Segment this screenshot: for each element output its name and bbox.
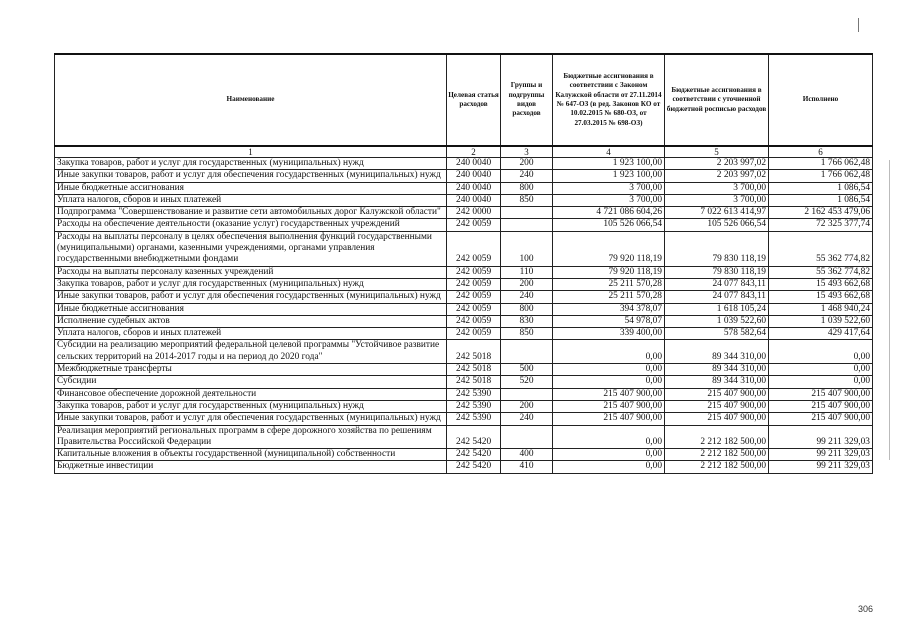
- row-executed-cell: 55 362 774,82: [769, 266, 873, 278]
- row-name-cell: Расходы на выплаты персоналу казенных учреждений: [55, 266, 447, 278]
- row-name-cell: Бюджетные инвестиции: [55, 461, 447, 473]
- row-group-cell: 800: [501, 303, 553, 315]
- row-article-cell: 240 0040: [447, 182, 501, 194]
- table-row: [55, 266, 873, 278]
- row-refined-cell: 578 582,64: [665, 328, 769, 340]
- scan-edge-line: [889, 160, 890, 460]
- table-row: [55, 413, 873, 425]
- row-group-cell: 240: [501, 413, 553, 425]
- row-executed-cell: 215 407 900,00: [769, 388, 873, 400]
- row-name-cell: Субсидии на реализацию мероприятий федеральной целевой программы "Устойчивое развитие сельских территорий на 2014-2017 годы и на период до 2020 года": [55, 340, 447, 364]
- row-group-cell: 200: [501, 400, 553, 412]
- row-refined-cell: 89 344 310,00: [665, 376, 769, 388]
- row-name-cell: Межбюджетные трансферты: [55, 364, 447, 376]
- budget-document: [54, 53, 872, 474]
- row-group-cell: 240: [501, 291, 553, 303]
- row-executed-cell: 15 493 662,68: [769, 278, 873, 290]
- row-group-cell: [501, 340, 553, 364]
- row-group-cell: [501, 388, 553, 400]
- row-planned-cell: 394 378,07: [553, 303, 665, 315]
- header-row: [55, 54, 873, 146]
- row-executed-cell: 215 407 900,00: [769, 413, 873, 425]
- row-article-cell: 242 5390: [447, 413, 501, 425]
- table-row: [55, 231, 873, 266]
- row-refined-cell: 2 203 997,02: [665, 158, 769, 170]
- row-name-cell: Субсидии: [55, 376, 447, 388]
- row-planned-cell: 3 700,00: [553, 194, 665, 206]
- row-article-cell: 240 0040: [447, 194, 501, 206]
- row-article-cell: 242 0000: [447, 207, 501, 219]
- row-refined-cell: 3 700,00: [665, 194, 769, 206]
- row-refined-cell: 2 212 182 500,00: [665, 461, 769, 473]
- table-row: [55, 376, 873, 388]
- row-executed-cell: 429 417,64: [769, 328, 873, 340]
- row-executed-cell: 99 211 329,03: [769, 425, 873, 449]
- row-name-cell: Иные закупки товаров, работ и услуг для обеспечения государственных (муниципальных) нужд: [55, 291, 447, 303]
- row-group-cell: 830: [501, 315, 553, 327]
- column-number: 6: [769, 146, 873, 158]
- row-refined-cell: 215 407 900,00: [665, 388, 769, 400]
- row-executed-cell: 0,00: [769, 364, 873, 376]
- row-article-cell: 242 0059: [447, 315, 501, 327]
- row-refined-cell: 215 407 900,00: [665, 413, 769, 425]
- row-planned-cell: 79 920 118,19: [553, 266, 665, 278]
- row-planned-cell: 215 407 900,00: [553, 400, 665, 412]
- row-group-cell: 400: [501, 449, 553, 461]
- row-planned-cell: 1 923 100,00: [553, 158, 665, 170]
- row-refined-cell: 24 077 843,11: [665, 278, 769, 290]
- row-planned-cell: 54 978,07: [553, 315, 665, 327]
- table-row: [55, 170, 873, 182]
- row-name-cell: Реализация мероприятий региональных программ в сфере дорожного хозяйства по решениям Правительства Российской Федерации: [55, 425, 447, 449]
- row-article-cell: 242 5390: [447, 388, 501, 400]
- row-article-cell: 242 0059: [447, 291, 501, 303]
- row-article-cell: 242 0059: [447, 303, 501, 315]
- column-number: 3: [501, 146, 553, 158]
- row-refined-cell: 1 039 522,60: [665, 315, 769, 327]
- row-refined-cell: 2 212 182 500,00: [665, 449, 769, 461]
- row-group-cell: 410: [501, 461, 553, 473]
- row-planned-cell: 339 400,00: [553, 328, 665, 340]
- row-executed-cell: 1 766 062,48: [769, 158, 873, 170]
- row-refined-cell: 89 344 310,00: [665, 340, 769, 364]
- margin-mark: [858, 18, 859, 32]
- row-name-cell: Подпрограмма "Совершенствование и развитие сети автомобильных дорог Калужской области": [55, 207, 447, 219]
- row-planned-cell: 0,00: [553, 364, 665, 376]
- column-number-row: [55, 146, 873, 158]
- page-number: 306: [858, 604, 874, 614]
- row-group-cell: 800: [501, 182, 553, 194]
- row-group-cell: 520: [501, 376, 553, 388]
- row-article-cell: 240 0040: [447, 158, 501, 170]
- row-article-cell: 242 0059: [447, 328, 501, 340]
- row-executed-cell: 1 766 062,48: [769, 170, 873, 182]
- row-name-cell: Иные бюджетные ассигнования: [55, 303, 447, 315]
- row-refined-cell: 7 022 613 414,97: [665, 207, 769, 219]
- row-planned-cell: 0,00: [553, 449, 665, 461]
- row-article-cell: 242 5018: [447, 364, 501, 376]
- row-planned-cell: 215 407 900,00: [553, 388, 665, 400]
- row-article-cell: 242 5018: [447, 340, 501, 364]
- row-refined-cell: 215 407 900,00: [665, 400, 769, 412]
- row-name-cell: Расходы на выплаты персоналу в целях обеспечения выполнения функций государственными (муниципальными) органами, казенными учреждениями, органами управления государственными внебюджетными фондами: [55, 231, 447, 266]
- row-group-cell: 850: [501, 194, 553, 206]
- row-planned-cell: 105 526 066,54: [553, 219, 665, 231]
- row-article-cell: 242 5390: [447, 400, 501, 412]
- row-group-cell: [501, 219, 553, 231]
- table-row: [55, 425, 873, 449]
- row-name-cell: Иные закупки товаров, работ и услуг для обеспечения государственных (муниципальных) нужд: [55, 170, 447, 182]
- row-article-cell: 242 0059: [447, 219, 501, 231]
- row-name-cell: Финансовое обеспечение дорожной деятельности: [55, 388, 447, 400]
- row-name-cell: Расходы на обеспечение деятельности (оказание услуг) государственных учреждений: [55, 219, 447, 231]
- table-row: [55, 303, 873, 315]
- row-refined-cell: 89 344 310,00: [665, 364, 769, 376]
- row-article-cell: 242 0059: [447, 231, 501, 266]
- row-executed-cell: 0,00: [769, 376, 873, 388]
- row-name-cell: Иные бюджетные ассигнования: [55, 182, 447, 194]
- column-number: 1: [55, 146, 447, 158]
- row-article-cell: 240 0040: [447, 170, 501, 182]
- column-number: 4: [553, 146, 665, 158]
- row-executed-cell: 1 086,54: [769, 194, 873, 206]
- row-executed-cell: 215 407 900,00: [769, 400, 873, 412]
- row-name-cell: Закупка товаров, работ и услуг для государственных (муниципальных) нужд: [55, 400, 447, 412]
- row-refined-cell: 79 830 118,19: [665, 266, 769, 278]
- table-row: [55, 182, 873, 194]
- row-name-cell: Уплата налогов, сборов и иных платежей: [55, 328, 447, 340]
- row-refined-cell: 24 077 843,11: [665, 291, 769, 303]
- row-article-cell: 242 5420: [447, 449, 501, 461]
- table-row: [55, 207, 873, 219]
- row-planned-cell: 215 407 900,00: [553, 413, 665, 425]
- table-row: [55, 291, 873, 303]
- row-group-cell: 100: [501, 231, 553, 266]
- row-article-cell: 242 0059: [447, 266, 501, 278]
- row-group-cell: [501, 425, 553, 449]
- header-refined-allocations: Бюджетные ассигнования в соответствии с уточненной бюджетной росписью расходов: [665, 54, 769, 146]
- row-planned-cell: 0,00: [553, 425, 665, 449]
- row-article-cell: 242 5420: [447, 461, 501, 473]
- column-number: 2: [447, 146, 501, 158]
- table-row: [55, 315, 873, 327]
- table-row: [55, 461, 873, 473]
- row-planned-cell: 1 923 100,00: [553, 170, 665, 182]
- table-row: [55, 328, 873, 340]
- table-row: [55, 219, 873, 231]
- row-group-cell: 500: [501, 364, 553, 376]
- row-executed-cell: 15 493 662,68: [769, 291, 873, 303]
- row-refined-cell: 2 203 997,02: [665, 170, 769, 182]
- table-row: [55, 194, 873, 206]
- row-planned-cell: 3 700,00: [553, 182, 665, 194]
- row-executed-cell: 99 211 329,03: [769, 461, 873, 473]
- table-body: [55, 158, 873, 474]
- row-planned-cell: 4 721 086 604,26: [553, 207, 665, 219]
- row-group-cell: 240: [501, 170, 553, 182]
- row-planned-cell: 0,00: [553, 376, 665, 388]
- table-row: [55, 340, 873, 364]
- row-group-cell: 850: [501, 328, 553, 340]
- table-row: [55, 400, 873, 412]
- row-refined-cell: 79 830 118,19: [665, 231, 769, 266]
- row-name-cell: Уплата налогов, сборов и иных платежей: [55, 194, 447, 206]
- table-row: [55, 449, 873, 461]
- row-refined-cell: 105 526 066,54: [665, 219, 769, 231]
- row-group-cell: 200: [501, 278, 553, 290]
- header-target-article: Целевая статья расходов: [447, 54, 501, 146]
- row-refined-cell: 3 700,00: [665, 182, 769, 194]
- table-row: [55, 278, 873, 290]
- row-refined-cell: 1 618 105,24: [665, 303, 769, 315]
- row-name-cell: Закупка товаров, работ и услуг для государственных (муниципальных) нужд: [55, 158, 447, 170]
- row-planned-cell: 79 920 118,19: [553, 231, 665, 266]
- row-group-cell: 110: [501, 266, 553, 278]
- header-name: Наименование: [55, 54, 447, 146]
- header-executed: Исполнено: [769, 54, 873, 146]
- row-executed-cell: 1 468 940,24: [769, 303, 873, 315]
- row-executed-cell: 72 325 377,74: [769, 219, 873, 231]
- row-executed-cell: 2 162 453 479,06: [769, 207, 873, 219]
- header-expense-group: Группы и подгруппы видов расходов: [501, 54, 553, 146]
- row-executed-cell: 1 039 522,60: [769, 315, 873, 327]
- row-group-cell: 200: [501, 158, 553, 170]
- row-article-cell: 242 0059: [447, 278, 501, 290]
- row-planned-cell: 25 211 570,28: [553, 278, 665, 290]
- column-number: 5: [665, 146, 769, 158]
- row-name-cell: Исполнение судебных актов: [55, 315, 447, 327]
- row-executed-cell: 1 086,54: [769, 182, 873, 194]
- row-planned-cell: 25 211 570,28: [553, 291, 665, 303]
- budget-table: [54, 53, 873, 474]
- row-planned-cell: 0,00: [553, 340, 665, 364]
- row-name-cell: Иные закупки товаров, работ и услуг для обеспечения государственных (муниципальных) нужд: [55, 413, 447, 425]
- row-article-cell: 242 5018: [447, 376, 501, 388]
- row-executed-cell: 99 211 329,03: [769, 449, 873, 461]
- table-row: [55, 388, 873, 400]
- row-name-cell: Капитальные вложения в объекты государственной (муниципальной) собственности: [55, 449, 447, 461]
- row-name-cell: Закупка товаров, работ и услуг для государственных (муниципальных) нужд: [55, 278, 447, 290]
- row-group-cell: [501, 207, 553, 219]
- table-row: [55, 364, 873, 376]
- table-row: [55, 158, 873, 170]
- row-executed-cell: 0,00: [769, 340, 873, 364]
- row-refined-cell: 2 212 182 500,00: [665, 425, 769, 449]
- row-executed-cell: 55 362 774,82: [769, 231, 873, 266]
- header-planned-allocations: Бюджетные ассигнования в соответствии с Законом Калужской области от 27.11.2014 № 647-ОЗ (в ред. Законов КО от 10.02.2015 № 680-ОЗ, от 27.03.2015 № 698-ОЗ): [553, 54, 665, 146]
- row-article-cell: 242 5420: [447, 425, 501, 449]
- row-planned-cell: 0,00: [553, 461, 665, 473]
